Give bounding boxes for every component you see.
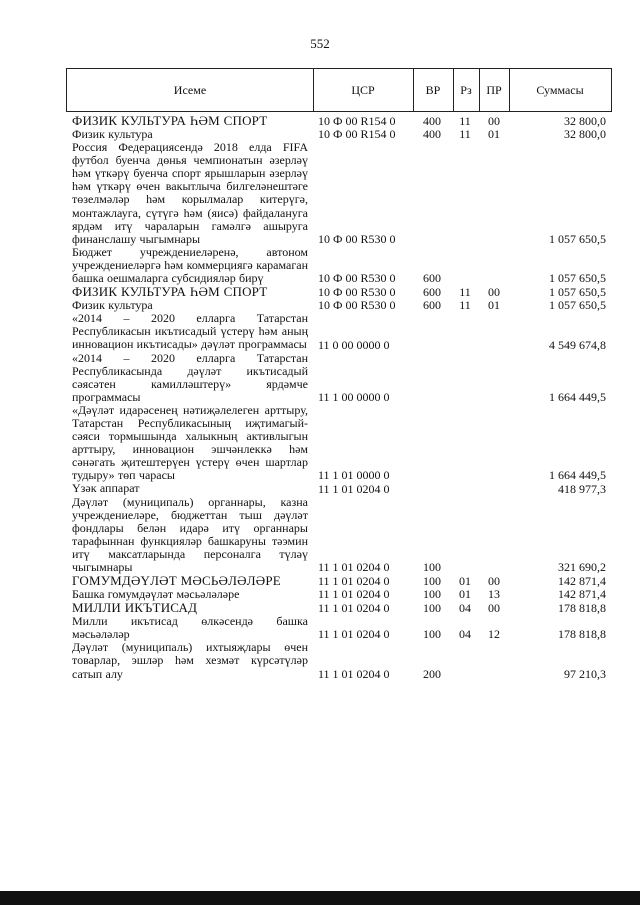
table-row	[0, 352, 640, 404]
row-sum: 1 057 650,5	[549, 298, 606, 313]
column-header-rz: Рз	[453, 69, 480, 111]
row-sum: 4 549 674,8	[549, 337, 606, 352]
row-name: Физик культура	[72, 298, 153, 313]
row-vr: 100	[423, 601, 441, 616]
row-sum: 1 057 650,5	[549, 231, 606, 246]
row-vr: 600	[423, 271, 441, 286]
row-name: «2014 – 2020 елларга Татарстан Республикасын икътисадый үстерү һәм аның инновацион икътисады» дәүләт программасы	[72, 311, 308, 352]
page-number: 552	[310, 36, 330, 51]
row-sum: 178 818,8	[558, 601, 606, 616]
row-csr: 11 1 01 0204 0	[318, 481, 390, 496]
row-pr: 00	[488, 285, 500, 300]
table-row	[0, 482, 640, 495]
row-sum: 1 057 650,5	[549, 285, 606, 300]
row-sum: 97 210,3	[564, 666, 606, 681]
row-name: Милли икътисад өлкәсендә башка мәсьәләләр	[72, 614, 308, 642]
row-sum: 32 800,0	[564, 114, 606, 128]
row-name: ФИЗИК КУЛЬТУРА ҺӘМ СПОРТ	[72, 284, 268, 300]
row-rz: 11	[459, 114, 471, 128]
row-sum: 142 871,4	[558, 574, 606, 589]
row-sum: 142 871,4	[558, 587, 606, 602]
row-rz: 04	[459, 627, 471, 642]
row-name: Россия Федерациясендә 2018 елда FIFA футбол буенча дөнья чемпионатын әзерләү һәм үткәрү буенча спорт ярышларын әзерләү һәм үткәрү өчен вакытлыча билгеләнештәге төзелмәләр һәм корылмалар китерүгә, монтажлауга, сүтүгә һәм (яисә) файдалануга ярдәм итү чараларын гамәлгә ашыруга финанслашу чыгымнары	[72, 140, 308, 246]
table-row	[0, 601, 640, 615]
row-rz: 04	[459, 601, 471, 616]
row-csr: 10 Ф 00 R530 0	[318, 271, 396, 286]
table-row	[0, 141, 640, 246]
column-header-vr: ВР	[413, 69, 454, 111]
row-csr: 10 Ф 00 R530 0	[318, 231, 396, 246]
row-sum: 1 057 650,5	[549, 271, 606, 286]
row-name: «Дәүләт идарәсенең нәтиҗәлелеген арттыру, Татарстан Республикасының иҗтимагый-сәяси тормышында халыкның активлыгын арттыру, инновацион эшчәнлеккә һәм сәнәгать җитештерүен үстерү өчен шартлар тудыру» төп чарасы	[72, 402, 308, 483]
row-pr: 00	[488, 601, 500, 616]
row-vr: 100	[423, 574, 441, 589]
row-vr: 100	[423, 560, 441, 575]
column-header-sum: Суммасы	[536, 83, 584, 97]
row-pr: 00	[488, 574, 500, 589]
row-sum: 321 690,2	[558, 560, 606, 575]
row-vr: 400	[423, 114, 441, 128]
table-header	[66, 68, 612, 112]
row-csr: 11 1 01 0204 0	[318, 574, 390, 589]
row-pr: 01	[488, 127, 500, 142]
row-vr: 600	[423, 285, 441, 300]
row-vr: 400	[423, 127, 441, 142]
row-vr: 200	[423, 666, 441, 681]
row-name: Дәүләт (муниципаль) ихтыяҗлары өчен товарлар, эшләр һәм хезмәт күрсәтүләр сатып алу	[72, 640, 308, 681]
table-row	[0, 641, 640, 680]
row-name: ФИЗИК КУЛЬТУРА ҺӘМ СПОРТ	[72, 113, 268, 128]
row-sum: 1 664 449,5	[549, 389, 606, 404]
row-sum: 1 664 449,5	[549, 468, 606, 483]
row-name: Физик культура	[72, 127, 153, 141]
row-csr: 10 Ф 00 R530 0	[318, 298, 396, 313]
column-header-pr: ПР	[479, 69, 510, 111]
row-sum: 32 800,0	[564, 127, 606, 142]
row-vr: 100	[423, 587, 441, 602]
row-rz: 11	[459, 285, 471, 300]
table-row	[0, 496, 640, 575]
row-csr: 11 1 01 0204 0	[318, 587, 390, 602]
row-sum: 178 818,8	[558, 627, 606, 642]
table-row	[0, 404, 640, 483]
row-pr: 00	[488, 114, 500, 128]
row-csr: 10 Ф 00 R154 0	[318, 114, 396, 128]
row-name: Бюджет учреждениеләренә, автоном учреждениеләргә һәм коммерциягә карамаган башка оешмаларга субсидияләр бирү	[72, 244, 308, 286]
table-row	[0, 246, 640, 285]
row-rz: 11	[459, 127, 471, 142]
row-name: Башка гомумдәүләт мәсьәләләре	[72, 587, 240, 602]
row-csr: 11 1 01 0204 0	[318, 666, 390, 681]
table-body	[0, 114, 640, 681]
row-name: МИЛЛИ ИКЪТИСАД	[72, 600, 198, 616]
row-csr: 11 1 01 0204 0	[318, 560, 390, 575]
row-pr: 12	[488, 627, 500, 642]
table-row	[0, 114, 640, 128]
row-rz: 11	[459, 298, 471, 313]
table-row	[0, 312, 640, 351]
row-csr: 11 1 00 0000 0	[318, 389, 390, 404]
row-csr: 10 Ф 00 R154 0	[318, 127, 396, 142]
row-name: Үзәк аппарат	[72, 481, 140, 496]
row-pr: 13	[488, 587, 500, 602]
row-name: «2014 – 2020 елларга Татарстан Республикасында дәүләт икътисадый сәясәтен камилләштерү» ярдәмче программасы	[72, 350, 308, 404]
table-row	[0, 285, 640, 299]
row-csr: 11 1 01 0000 0	[318, 468, 390, 483]
row-csr: 11 1 01 0204 0	[318, 627, 390, 642]
table-row	[0, 574, 640, 588]
row-csr: 11 0 00 0000 0	[318, 337, 390, 352]
scan-border	[0, 891, 640, 905]
row-pr: 01	[488, 298, 500, 313]
row-vr: 600	[423, 298, 441, 313]
row-name: Дәүләт (муниципаль) органнары, казна учреждениеләре, бюджеттан тыш дәүләт фондлары белән идарә итү органнары тарафыннан функцияләр башкаруны тәэмин итү максатларында персоналга түләү чыгымнары	[72, 494, 308, 574]
row-rz: 01	[459, 574, 471, 589]
column-header-name: Исеме	[67, 69, 314, 111]
row-name: ГОМУМДӘҮЛӘТ МӘСЬӘЛӘЛӘРЕ	[72, 573, 281, 589]
row-csr: 10 Ф 00 R530 0	[318, 285, 396, 300]
row-sum: 418 977,3	[558, 481, 606, 496]
row-rz: 01	[459, 587, 471, 602]
column-header-csr: ЦСР	[313, 69, 414, 111]
row-csr: 11 1 01 0204 0	[318, 601, 390, 616]
table-row	[0, 615, 640, 641]
row-vr: 100	[423, 627, 441, 642]
